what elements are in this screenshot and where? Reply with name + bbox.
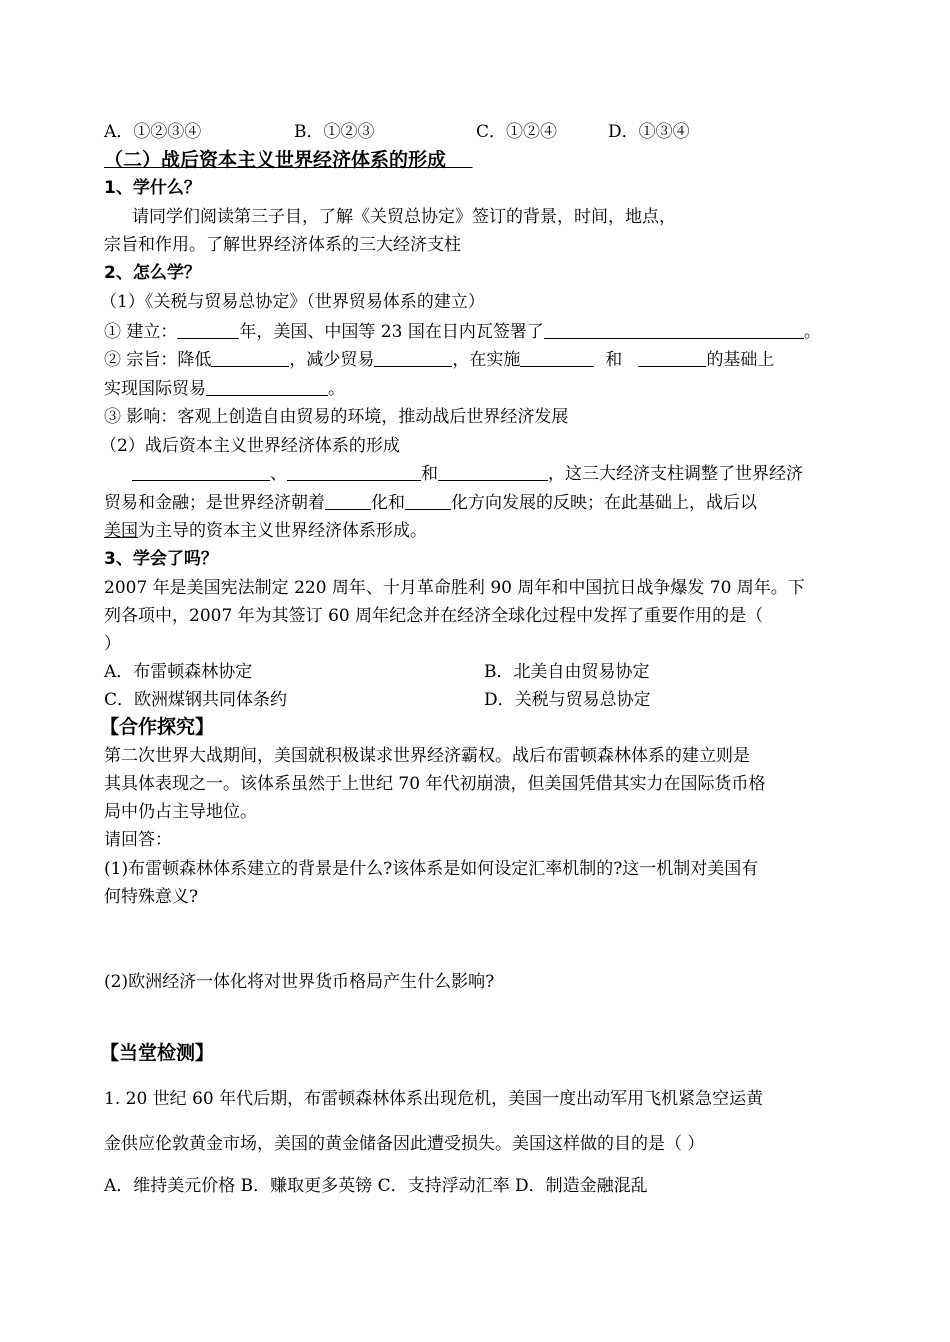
coop-q2: (2)欧洲经济一体化将对世界货币格局产生什么影响? — [104, 972, 495, 992]
blank-year — [177, 320, 239, 339]
subsection-1-title: （1）《关税与贸易总协定》（世界贸易体系的建立） — [100, 292, 485, 312]
learn-what-text-2: 宗旨和作用。了解世界经济体系的三大经济支柱 — [104, 235, 461, 255]
coop-q1-line-1: (1)布雷顿森林体系建立的背景是什么?该体系是如何设定汇率机制的?这一机制对美国有 — [104, 859, 759, 879]
section-title-text: （二）战后资本主义世界经济体系的形成 — [104, 149, 447, 171]
option-c-wrap — [476, 120, 557, 144]
test-q1-line-1: 1. 20 世纪 60 年代后期，布雷顿森林体系出现危机，美国一度出动军用飞机紧急空运黄 — [104, 1089, 764, 1109]
blank-lower — [211, 348, 289, 367]
subsection-2-title: （2）战后资本主义世界经济体系的形成 — [100, 436, 400, 456]
coop-title: 【合作探究】 — [100, 716, 215, 738]
pillars-text-h: 为主导的资本主义世界经济体系形成。 — [138, 521, 427, 541]
pillars-line-2 — [104, 491, 757, 515]
top-options-row — [104, 120, 201, 144]
question-line-2: 列各项中，2007 年为其签订 60 周年纪念并在经济全球化过程中发挥了重要作用的是（ — [104, 606, 764, 626]
coop-line-4: 请回答： — [104, 830, 172, 850]
option-d: D．①③④ — [608, 122, 690, 142]
item-2-text-c: ，在实施 — [452, 350, 521, 370]
blank-reduce — [374, 348, 452, 367]
item-2-end: 。 — [328, 379, 345, 399]
option-b-wrap — [294, 120, 375, 144]
item-2-label: ② 宗旨：降低 — [104, 350, 212, 370]
pillars-text: ，这三大经济支柱调整了世界经济 — [548, 464, 803, 484]
item-2-and: 和 — [605, 350, 623, 370]
blank-implement-1 — [520, 348, 594, 367]
coop-line-3: 局中仍占主导地位。 — [104, 802, 257, 822]
section-title — [104, 148, 472, 172]
question-line-1: 2007 年是美国宪法制定 220 周年、十月革命胜利 90 周年和中国抗日战争爆发 70 周年。下 — [104, 578, 805, 598]
coop-line-2: 其具体表现之一。该体系虽然于上世纪 70 年代初崩溃，但美国凭借其实力在国际货币格 — [104, 774, 766, 794]
usa-underlined: 美国 — [104, 521, 138, 541]
item-2-line — [104, 348, 774, 372]
blank-trend-1 — [325, 491, 371, 510]
option-a: A．①②③④ — [104, 122, 202, 142]
blank-trend-2 — [405, 491, 451, 510]
option-d-text: D．关税与贸易总协定 — [484, 690, 651, 710]
option-c: C．①②④ — [476, 122, 558, 142]
item-2-line-2 — [104, 377, 345, 401]
pillars-text-d: 贸易和金融；是世界经济朝着 — [104, 493, 325, 513]
coop-q1-line-2: 何特殊意义? — [104, 887, 199, 907]
test-q1-line-2: 金供应伦敦黄金市场，美国的黄金储备因此遭受损失。美国这样做的目的是（ ） — [104, 1134, 705, 1154]
test-title: 【当堂检测】 — [100, 1042, 215, 1064]
option-a-text: A．布雷顿森林协定 — [104, 662, 253, 682]
option-c-text: C．欧洲煤钢共同体条约 — [104, 690, 288, 710]
blank-implement-2 — [638, 348, 706, 367]
learn-what-heading: 1、学什么？ — [104, 178, 201, 198]
coop-line-1: 第二次世界大战期间，美国就积极谋求世界经济霸权。战后布雷顿森林体系的建立则是 — [104, 746, 750, 766]
learn-what-text-1: 请同学们阅读第三子目，了解《关贸总协定》签订的背景，时间，地点， — [132, 207, 676, 227]
option-b: B．①②③ — [294, 122, 375, 142]
blank-pillar-1 — [132, 462, 270, 481]
item-1-text: 年，美国、中国等 23 国在日内瓦签署了 — [239, 322, 544, 342]
option-b-text: B．北美自由贸易协定 — [484, 662, 650, 682]
test-q1-options: A．维持美元价格 B．赚取更多英镑 C．支持浮动汇率 D．制造金融混乱 — [104, 1176, 648, 1196]
how-learn-heading: 2、怎么学？ — [104, 263, 201, 283]
question-line-3: ） — [104, 634, 121, 654]
blank-pillar-2 — [287, 462, 421, 481]
blank-pillar-3 — [438, 462, 548, 481]
pillars-text-e: 化和 — [371, 493, 405, 513]
item-2-text-e: 的基础上 — [706, 350, 775, 370]
learned-heading: 3、学会了吗？ — [104, 549, 218, 569]
item-1-label: ① 建立： — [104, 322, 178, 342]
pillars-text-f: 化方向发展的反映；在此基础上，战后以 — [451, 493, 757, 513]
item-3-line: ③ 影响：客观上创造自由贸易的环境，推动战后世界经济发展 — [104, 407, 569, 427]
blank-agreement — [544, 320, 804, 339]
pillars-line-3 — [104, 519, 427, 543]
pillars-sep: 、 — [270, 464, 287, 484]
item-2-text-b: ，减少贸易 — [289, 350, 375, 370]
item-1-line — [104, 320, 821, 344]
item-1-end: 。 — [803, 322, 821, 342]
item-2-text-f: 实现国际贸易 — [104, 379, 206, 399]
blank-trade — [206, 377, 328, 396]
pillars-and: 和 — [421, 464, 438, 484]
option-d-wrap — [608, 120, 690, 144]
pillars-line — [132, 462, 803, 486]
